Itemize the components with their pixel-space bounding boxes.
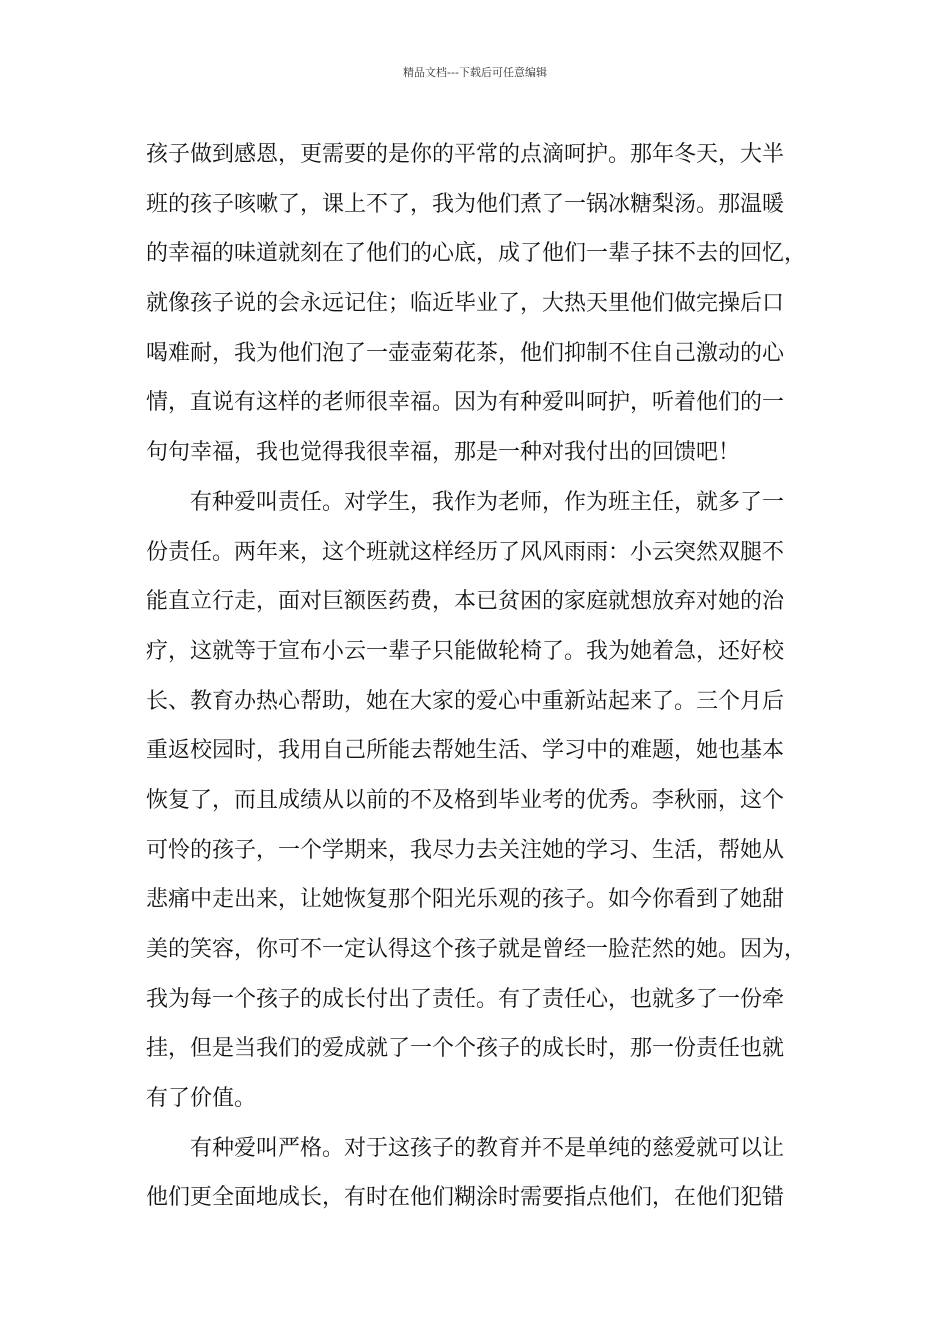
text-line: 恢复了，而且成绩从以前的不及格到毕业考的优秀。李秋丽，这个	[146, 787, 785, 813]
text-line: 情，直说有这样的老师很幸福。因为有种爱叫呵护，听着他们的一	[146, 390, 785, 416]
text-line: 他们更全面地成长，有时在他们糊涂时需要指点他们，在他们犯错	[146, 1185, 785, 1211]
text-line: 悲痛中走出来，让她恢复那个阳光乐观的孩子。如今你看到了她甜	[146, 887, 785, 913]
text-line: 挂，但是当我们的爱成就了一个个孩子的成长时，那一份责任也就	[146, 1036, 785, 1062]
paragraph-first-line: 有种爱叫责任。对学生，我作为老师，作为班主任，就多了一	[190, 489, 785, 515]
text-line: 孩子做到感恩，更需要的是你的平常的点滴呵护。那年冬天，大半	[146, 142, 785, 167]
text-line: 有了价值。	[146, 1086, 257, 1112]
text-line: 句句幸福，我也觉得我很幸福，那是一种对我付出的回馈吧！	[146, 440, 741, 466]
text-line: 疗，这就等于宣布小云一辈子只能做轮椅了。我为她着急，还好校	[146, 638, 785, 664]
text-line: 我为每一个孩子的成长付出了责任。有了责任心，也就多了一份牵	[146, 986, 785, 1012]
text-line: 的幸福的味道就刻在了他们的心底，成了他们一辈子抹不去的回忆，	[146, 241, 807, 267]
page-header: 精品文档---下载后可任意编辑	[403, 66, 547, 79]
text-line: 份责任。两年来，这个班就这样经历了风风雨雨：小云突然双腿不	[146, 539, 785, 565]
text-line: 美的笑容，你可不一定认得这个孩子就是曾经一脸茫然的她。因为，	[146, 937, 807, 962]
document-body	[146, 130, 814, 1223]
text-line: 重返校园时，我用自己所能去帮她生活、学习中的难题，她也基本	[146, 738, 785, 764]
text-line: 长、教育办热心帮助，她在大家的爱心中重新站起来了。三个月后	[146, 688, 785, 714]
text-line: 喝难耐，我为他们泡了一壶壶菊花茶，他们抑制不住自己激动的心	[146, 340, 785, 366]
paragraph-first-line: 有种爱叫严格。对于这孩子的教育并不是单纯的慈爱就可以让	[190, 1135, 785, 1161]
text-line: 班的孩子咳嗽了，课上不了，我为他们煮了一锅冰糖梨汤。那温暖	[146, 191, 785, 217]
text-line: 可怜的孩子，一个学期来，我尽力去关注她的学习、生活，帮她从	[146, 837, 785, 863]
text-line: 能直立行走，面对巨额医药费，本已贫困的家庭就想放弃对她的治	[146, 589, 785, 615]
text-line: 就像孩子说的会永远记住；临近毕业了，大热天里他们做完操后口	[146, 291, 785, 317]
